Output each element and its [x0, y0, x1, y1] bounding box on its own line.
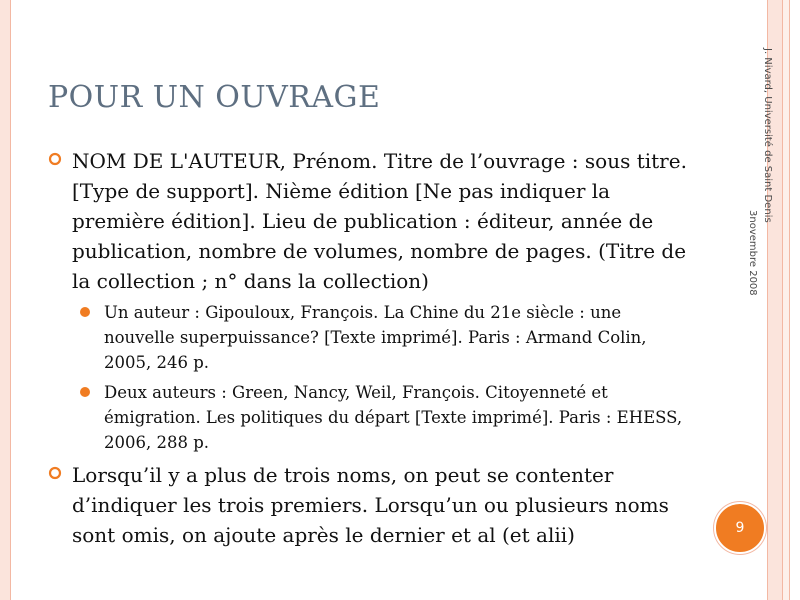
slide-content: [48, 146, 688, 554]
bullet-text: Lorsqu’il y a plus de trois noms, on peut se contenter d’indiquer les trois premiers. Lorsqu’un ou plusieurs noms sont omis, on ajoute après le dernier et al (et alii): [72, 463, 669, 547]
hollow-orange-circle-icon: [48, 466, 62, 480]
side-author-label: J. Nivard, Université de Saint Denis: [762, 48, 773, 223]
page-number-badge: 9: [714, 502, 766, 554]
hollow-orange-circle-icon: [48, 152, 62, 166]
orange-dot-icon: [80, 307, 90, 317]
sub-bullet-item: [80, 300, 688, 375]
orange-dot-icon: [80, 387, 90, 397]
side-date-label: 3novembre 2008: [747, 210, 758, 296]
right-border-line: [789, 0, 790, 600]
bullet-item: [48, 460, 688, 550]
slide-title: POUR UN OUVRAGE: [48, 80, 381, 115]
sub-list: [80, 300, 688, 455]
bullet-item: [48, 146, 688, 296]
sub-bullet-item: [80, 380, 688, 455]
sub-bullet-text: Deux auteurs : Green, Nancy, Weil, François. Citoyenneté et émigration. Les politiques du départ [Texte imprimé]. Paris : EHESS, 2006, 288 p.: [104, 383, 683, 452]
sub-bullet-text: Un auteur : Gipouloux, François. La Chine du 21e siècle : une nouvelle superpuissance? [Texte imprimé]. Paris : Armand Colin, 2005, 246 p.: [104, 303, 647, 372]
left-border-line: [10, 0, 11, 600]
bullet-text: NOM DE L'AUTEUR, Prénom. Titre de l’ouvrage : sous titre. [Type de support]. Nième édition [Ne pas indiquer la première édition]. Lieu de publication : éditeur, année de publication, nombre de volumes, nombre de pages. (Titre de la collection ; n° dans la collection): [72, 149, 687, 293]
left-border-band: [0, 0, 10, 600]
